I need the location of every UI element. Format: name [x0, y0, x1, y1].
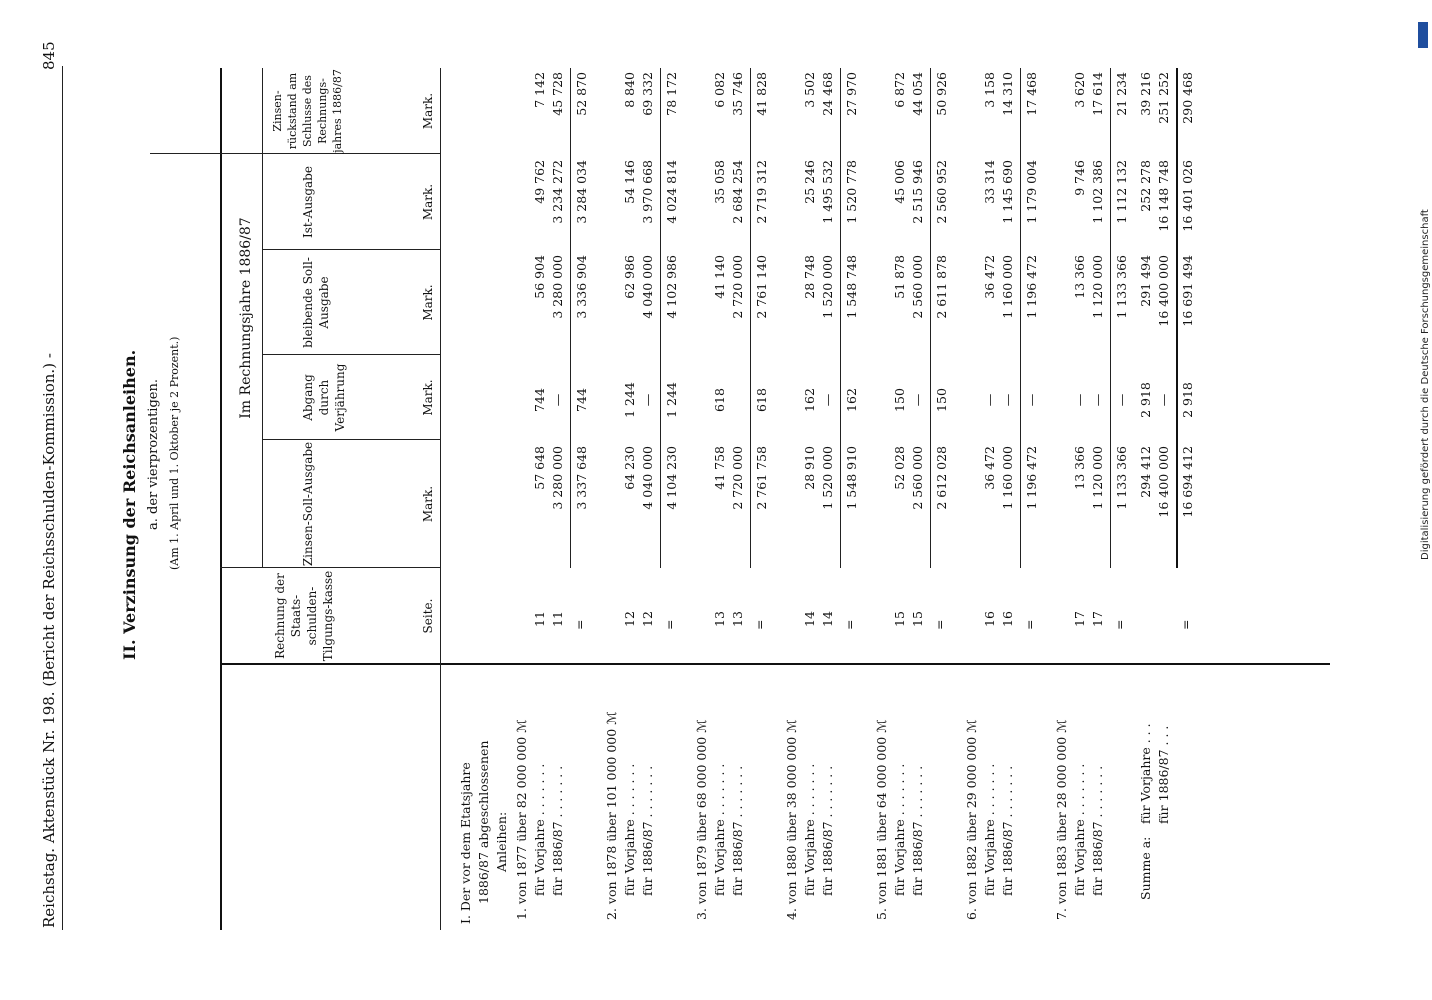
- value-cell: 2 611 878: [934, 255, 949, 319]
- value-cell: 3 620: [1072, 72, 1087, 108]
- value-cell: 294 412: [1138, 446, 1153, 498]
- col-rueckstand-header: Zinsen-rückstand am Schlusse des Rechnungs-jahres 1886/87: [271, 69, 344, 153]
- value-cell: 21 234: [1114, 72, 1129, 116]
- row-label: für Vorjahre . . . . . . .: [802, 763, 817, 896]
- value-cell: 4 102 986: [664, 255, 679, 319]
- value-cell: 1 120 000: [1090, 255, 1105, 319]
- value-cell: 39 216: [1138, 72, 1153, 116]
- seite-cell: 17: [1090, 611, 1105, 627]
- sum-rule: [840, 68, 841, 568]
- value-cell: 1 196 472: [1024, 446, 1039, 510]
- value-cell: 36 472: [982, 255, 997, 299]
- value-cell: 56 904: [532, 255, 547, 299]
- value-cell: 1 244: [664, 382, 679, 418]
- value-cell: 8 840: [622, 72, 637, 108]
- value-cell: 13 366: [1072, 255, 1087, 299]
- value-cell: 35 746: [730, 72, 745, 116]
- unit-c2: Mark.: [421, 485, 435, 523]
- value-cell: 78 172: [664, 72, 679, 116]
- value-cell: 44 054: [910, 72, 925, 116]
- row-label: für Vorjahre . . . . . . .: [1072, 763, 1087, 896]
- header-rule: [62, 66, 63, 930]
- value-cell: 64 230: [622, 446, 637, 490]
- value-cell: 17 614: [1090, 72, 1105, 116]
- sum-rule: [930, 68, 931, 568]
- value-cell: 1 112 132: [1114, 160, 1129, 224]
- unit-c4: Mark.: [421, 284, 435, 321]
- value-cell: 2 761 758: [754, 446, 769, 510]
- row-label: für Vorjahre . . . . . . .: [892, 763, 907, 896]
- value-cell: 4 040 000: [640, 255, 655, 319]
- value-cell: —: [1000, 393, 1015, 407]
- sum-mark: =: [1178, 619, 1193, 630]
- sum-rule: [660, 68, 661, 568]
- value-cell: 16 694 412: [1180, 446, 1195, 518]
- value-cell: 1 133 366: [1114, 446, 1129, 510]
- value-cell: 3 502: [802, 72, 817, 108]
- sum-mark: =: [932, 619, 947, 630]
- value-cell: 27 970: [844, 72, 859, 116]
- value-cell: 3 970 668: [640, 160, 655, 224]
- value-cell: 35 058: [712, 160, 727, 204]
- sum-rule: [570, 68, 571, 568]
- value-cell: 1 548 748: [844, 255, 859, 319]
- intro-line-1: I. Der vor dem Etatsjahre: [458, 762, 473, 924]
- summary-sum-rule: [1176, 68, 1178, 568]
- group-title: 7. von 1883 über 28 000 000 ℳ: [1054, 719, 1069, 920]
- value-cell: 4 024 814: [664, 160, 679, 224]
- value-cell: 1 520 000: [820, 446, 835, 510]
- sum-mark: =: [572, 619, 587, 630]
- row-label: für 1886/87 . . . . . . .: [550, 765, 565, 896]
- value-cell: 4 040 000: [640, 446, 655, 510]
- value-cell: 17 468: [1024, 72, 1039, 116]
- sum-rule: [1110, 68, 1111, 568]
- sum-mark: =: [662, 619, 677, 630]
- row-label: für 1886/87 . . . . . . .: [1090, 765, 1105, 896]
- value-cell: —: [910, 393, 925, 407]
- value-cell: 290 468: [1180, 72, 1195, 124]
- value-cell: 7 142: [532, 72, 547, 108]
- intro-line-2: 1886/87 abgeschlossenen: [476, 740, 491, 904]
- value-cell: 291 494: [1138, 255, 1153, 307]
- value-cell: 50 926: [934, 72, 949, 116]
- dfg-note: Digitalisierung gefördert durch die Deutsche Forschungsgemeinschaft: [1420, 209, 1431, 560]
- col4-rule: [262, 249, 440, 250]
- group-title: 1. von 1877 über 82 000 000 ℳ: [514, 719, 529, 920]
- span-rule: [262, 68, 263, 568]
- value-cell: 41 758: [712, 446, 727, 490]
- seite-cell: 13: [730, 611, 745, 627]
- value-cell: 1 160 000: [1000, 255, 1015, 319]
- value-cell: 1 520 778: [844, 160, 859, 224]
- col-seite-header: Rechnung der Staats-schulden-Tilgungs-kasse: [273, 570, 335, 662]
- value-cell: 150: [892, 388, 907, 412]
- summary-row-label: für Vorjahre . . .: [1138, 723, 1153, 824]
- value-cell: 49 762: [532, 160, 547, 204]
- value-cell: 45 728: [550, 72, 565, 116]
- seite-cell: 16: [1000, 611, 1015, 627]
- value-cell: 16 691 494: [1180, 255, 1195, 327]
- row-label: für Vorjahre . . . . . . .: [712, 763, 727, 896]
- value-cell: —: [550, 393, 565, 407]
- value-cell: 1 133 366: [1114, 255, 1129, 319]
- value-cell: 3 234 272: [550, 160, 565, 224]
- value-cell: 16 148 748: [1156, 160, 1171, 232]
- value-cell: 2 612 028: [934, 446, 949, 510]
- sum-mark: =: [1112, 619, 1127, 630]
- value-cell: 2 560 000: [910, 255, 925, 319]
- note: (Am 1. April und 1. Oktober je 2 Prozent.): [168, 336, 181, 570]
- running-header: Reichstag. Aktenstück Nr. 198. (Bericht der Reichsschulden-Kommission.) -: [40, 353, 58, 928]
- seite-cell: 17: [1072, 611, 1087, 627]
- value-cell: 1 160 000: [1000, 446, 1015, 510]
- value-cell: 2 720 000: [730, 446, 745, 510]
- value-cell: 1 102 386: [1090, 160, 1105, 224]
- value-cell: 4 104 230: [664, 446, 679, 510]
- value-cell: 2 918: [1138, 382, 1153, 418]
- page-number: 845: [40, 41, 58, 70]
- seite-cell: 11: [532, 611, 547, 627]
- value-cell: 2 560 000: [910, 446, 925, 510]
- row-label: für Vorjahre . . . . . . .: [982, 763, 997, 896]
- value-cell: 14 310: [1000, 72, 1015, 116]
- value-cell: 2 515 946: [910, 160, 925, 224]
- group-title: 4. von 1880 über 38 000 000 ℳ: [784, 719, 799, 920]
- value-cell: 57 648: [532, 446, 547, 490]
- value-cell: 52 028: [892, 446, 907, 490]
- value-cell: 51 878: [892, 255, 907, 299]
- value-cell: 162: [802, 388, 817, 412]
- value-cell: 28 748: [802, 255, 817, 299]
- label-column-rule: [220, 663, 1330, 665]
- intro-line-3: Anleihen:: [494, 811, 509, 872]
- col-seite-unit: Seite.: [421, 598, 435, 634]
- value-cell: 54 146: [622, 160, 637, 204]
- value-cell: 2 761 140: [754, 255, 769, 319]
- value-cell: 3 158: [982, 72, 997, 108]
- unit-c6: Mark.: [421, 92, 435, 130]
- row-label: für Vorjahre . . . . . . .: [532, 763, 547, 896]
- value-cell: 2 719 312: [754, 160, 769, 224]
- unit-c5: Mark.: [421, 183, 435, 221]
- value-cell: 1 179 004: [1024, 160, 1039, 224]
- subtitle: a. der vierprozentigen.: [146, 379, 161, 530]
- col-zinsen-soll-header: Zinsen-Soll-Ausgabe: [301, 441, 315, 567]
- unit-c3: Mark.: [421, 379, 435, 416]
- value-cell: 16 400 000: [1156, 255, 1171, 327]
- value-cell: —: [1090, 393, 1105, 407]
- table-top-rule: [220, 68, 222, 930]
- group-title: 6. von 1882 über 29 000 000 ℳ: [964, 719, 979, 920]
- value-cell: 3 280 000: [550, 446, 565, 510]
- value-cell: 62 986: [622, 255, 637, 299]
- value-cell: 6 082: [712, 72, 727, 108]
- summary-title: Summe a:: [1138, 836, 1153, 900]
- value-cell: 41 140: [712, 255, 727, 299]
- sum-mark: =: [1022, 619, 1037, 630]
- value-cell: 150: [934, 388, 949, 412]
- sum-mark: =: [752, 619, 767, 630]
- value-cell: 3 336 904: [574, 255, 589, 319]
- header-bottom-rule: [440, 68, 441, 930]
- seite-cell: 14: [802, 611, 817, 627]
- value-cell: 9 746: [1072, 160, 1087, 196]
- seite-cell: 12: [622, 611, 637, 627]
- seite-cell: 15: [892, 611, 907, 627]
- value-cell: —: [1114, 393, 1129, 407]
- value-cell: 33 314: [982, 160, 997, 204]
- value-cell: 24 468: [820, 72, 835, 116]
- value-cell: 2 684 254: [730, 160, 745, 224]
- col-abgang-header: Abgang durch Verjährung: [301, 363, 347, 432]
- value-cell: 6 872: [892, 72, 907, 108]
- col-bleibende-header: bleibende Soll-Ausgabe: [301, 257, 331, 348]
- value-cell: —: [1072, 393, 1087, 407]
- seite-cell: 12: [640, 611, 655, 627]
- seite-cell: 14: [820, 611, 835, 627]
- value-cell: 1 145 690: [1000, 160, 1015, 224]
- value-cell: 2 560 952: [934, 160, 949, 224]
- group-title: 3. von 1879 über 68 000 000 ℳ: [694, 719, 709, 920]
- value-cell: 252 278: [1138, 160, 1153, 212]
- dfg-logo: [1418, 22, 1428, 48]
- value-cell: 618: [712, 388, 727, 412]
- value-cell: 16 400 000: [1156, 446, 1171, 518]
- value-cell: 28 910: [802, 446, 817, 490]
- value-cell: 16 401 026: [1180, 160, 1195, 232]
- row-label: für 1886/87 . . . . . . .: [910, 765, 925, 896]
- row-label: für 1886/87 . . . . . . .: [1000, 765, 1015, 896]
- row-label: für 1886/87 . . . . . . .: [820, 765, 835, 896]
- value-cell: —: [982, 393, 997, 407]
- value-cell: 3 280 000: [550, 255, 565, 319]
- value-cell: 1 196 472: [1024, 255, 1039, 319]
- seite-cell: 16: [982, 611, 997, 627]
- value-cell: 41 828: [754, 72, 769, 116]
- group-title: 5. von 1881 über 64 000 000 ℳ: [874, 719, 889, 920]
- col3-rule: [262, 354, 440, 355]
- col2-rule: [262, 439, 440, 440]
- seite-cell: 11: [550, 611, 565, 627]
- seite-cell: 15: [910, 611, 925, 627]
- sum-mark: =: [842, 619, 857, 630]
- value-cell: 618: [754, 388, 769, 412]
- value-cell: 1 495 532: [820, 160, 835, 224]
- sum-rule: [1020, 68, 1021, 568]
- value-cell: 251 252: [1156, 72, 1171, 124]
- section-title: II. Verzinsung der Reichsanleihen.: [120, 349, 139, 660]
- value-cell: —: [1156, 393, 1171, 407]
- value-cell: 1 548 910: [844, 446, 859, 510]
- value-cell: 162: [844, 388, 859, 412]
- value-cell: 52 870: [574, 72, 589, 116]
- value-cell: 2 918: [1180, 382, 1195, 418]
- value-cell: 3 337 648: [574, 446, 589, 510]
- value-cell: 2 720 000: [730, 255, 745, 319]
- col-ist-header: Ist-Ausgabe: [301, 166, 315, 238]
- value-cell: 1 244: [622, 382, 637, 418]
- sum-rule: [750, 68, 751, 568]
- value-cell: 25 246: [802, 160, 817, 204]
- seite-cell: 13: [712, 611, 727, 627]
- group-title: 2. von 1878 über 101 000 000 ℳ: [604, 711, 619, 920]
- row-label: für Vorjahre . . . . . . .: [622, 763, 637, 896]
- value-cell: 13 366: [1072, 446, 1087, 490]
- value-cell: 36 472: [982, 446, 997, 490]
- row-label: für 1886/87 . . . . . . .: [730, 765, 745, 896]
- value-cell: —: [1024, 393, 1039, 407]
- value-cell: 744: [532, 388, 547, 412]
- value-cell: 3 284 034: [574, 160, 589, 224]
- row-label: für 1886/87 . . . . . . .: [640, 765, 655, 896]
- value-cell: 1 520 000: [820, 255, 835, 319]
- value-cell: 1 120 000: [1090, 446, 1105, 510]
- value-cell: 69 332: [640, 72, 655, 116]
- value-cell: —: [820, 393, 835, 407]
- value-cell: —: [640, 393, 655, 407]
- value-cell: 744: [574, 388, 589, 412]
- span-header: Im Rechnungsjahre 1886/87: [238, 217, 254, 419]
- value-cell: 45 006: [892, 160, 907, 204]
- summary-row-label: für 1886/87 . . .: [1156, 725, 1171, 824]
